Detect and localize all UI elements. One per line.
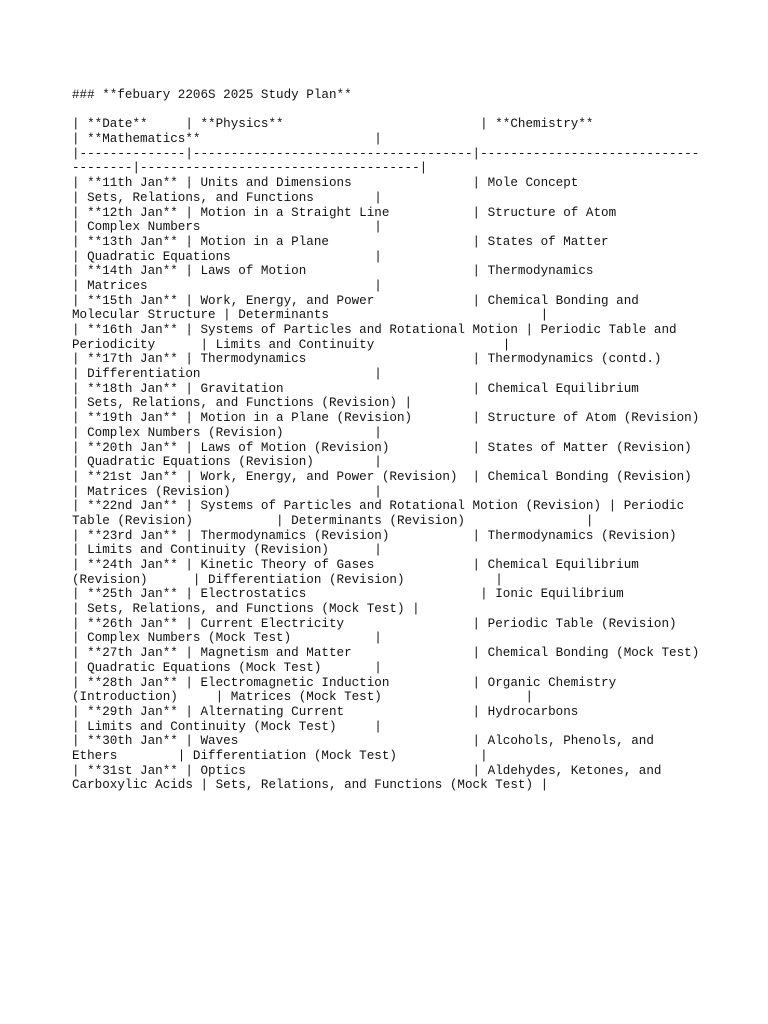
table-text-line: |--------------|-------------------------------------|----------------------------- [72,146,700,161]
table-text-line: | Complex Numbers | [72,220,382,235]
document-page [72,88,712,793]
table-text-line: | **30th Jan** | Waves | Alcohols, Phenols, and [72,734,654,749]
table-text-line: | Limits and Continuity (Mock Test) | [72,719,382,734]
table-text-line: | **21st Jan** | Work, Energy, and Power (Revision) | Chemical Bonding (Revision) [72,469,692,484]
table-text-line: | Quadratic Equations (Mock Test) | [72,660,382,675]
table-text-line: | **29th Jan** | Alternating Current | Hydrocarbons [72,704,579,719]
table-text-line: | **11th Jan** | Units and Dimensions | Mole Concept [72,176,579,191]
table-text-line: (Revision) | Differentiation (Revision) | [72,572,503,587]
table-text-line: | **19th Jan** | Motion in a Plane (Revision) | Structure of Atom (Revision) [72,411,700,426]
table-text-line: | Matrices | [72,278,382,293]
table-text-line: | **27th Jan** | Magnetism and Matter | Chemical Bonding (Mock Test) [72,646,700,661]
table-text-line: Periodicity | Limits and Continuity | [72,337,511,352]
table-text-line: | Quadratic Equations | [72,249,382,264]
table-text-line: | **28th Jan** | Electromagnetic Induction | Organic Chemistry [72,675,617,690]
table-text-line: | Complex Numbers (Revision) | [72,425,382,440]
table-text-line: | **12th Jan** | Motion in a Straight Line | Structure of Atom [72,205,617,220]
table-text-line: | Matrices (Revision) | [72,484,382,499]
document-heading: ### **febuary 2206S 2025 Study Plan** [72,88,352,102]
blank-line [72,103,712,118]
table-text-line: Table (Revision) | Determinants (Revision) | [72,513,594,528]
table-text-line: | **31st Jan** | Optics | Aldehydes, Ketones, and [72,763,662,778]
table-text-line: | **18th Jan** | Gravitation | Chemical Equilibrium [72,381,639,396]
table-text-line: | **17th Jan** | Thermodynamics | Thermodynamics (contd.) [72,352,662,367]
table-text-line: | Limits and Continuity (Revision) | [72,543,382,558]
table-text-line: | **20th Jan** | Laws of Motion (Revision) | States of Matter (Revision) [72,440,692,455]
table-text-line: Carboxylic Acids | Sets, Relations, and Functions (Mock Test) | [72,778,549,793]
table-text-line: | Sets, Relations, and Functions (Revision) | [72,396,413,411]
table-text-line: | **26th Jan** | Current Electricity | Periodic Table (Revision) [72,616,677,631]
table-text-line: | **Date** | **Physics** | **Chemistry** [72,117,594,132]
table-text-line: | Sets, Relations, and Functions (Mock Test) | [72,602,420,617]
table-text-line: | **23rd Jan** | Thermodynamics (Revision) | Thermodynamics (Revision) [72,528,677,543]
table-text-line: | Quadratic Equations (Revision) | [72,455,382,470]
table-text-line: --------|-------------------------------------| [72,161,428,176]
table-text-line: | **22nd Jan** | Systems of Particles and Rotational Motion (Revision) | Periodic [72,499,685,514]
table-text-line: Molecular Structure | Determinants | [72,308,549,323]
table-text-line: | **15th Jan** | Work, Energy, and Power | Chemical Bonding and [72,293,639,308]
table-text-line: | **25th Jan** | Electrostatics | Ionic Equilibrium [72,587,624,602]
table-text-line: Ethers | Differentiation (Mock Test) | [72,748,488,763]
table-text-line: | **13th Jan** | Motion in a Plane | States of Matter [72,234,609,249]
table-text-line: | Differentiation | [72,367,382,382]
table-text-line: | **16th Jan** | Systems of Particles and Rotational Motion | Periodic Table and [72,323,677,337]
table-text-line: | **14th Jan** | Laws of Motion | Thermodynamics [72,264,594,279]
table-text-line: | Complex Numbers (Mock Test) | [72,631,382,646]
table-text-line: | **Mathematics** | [72,132,382,147]
study-plan-table [72,117,712,793]
table-text-line: (Introduction) | Matrices (Mock Test) | [72,690,534,705]
table-text-line: | Sets, Relations, and Functions | [72,190,382,205]
table-text-line: | **24th Jan** | Kinetic Theory of Gases | Chemical Equilibrium [72,558,639,572]
